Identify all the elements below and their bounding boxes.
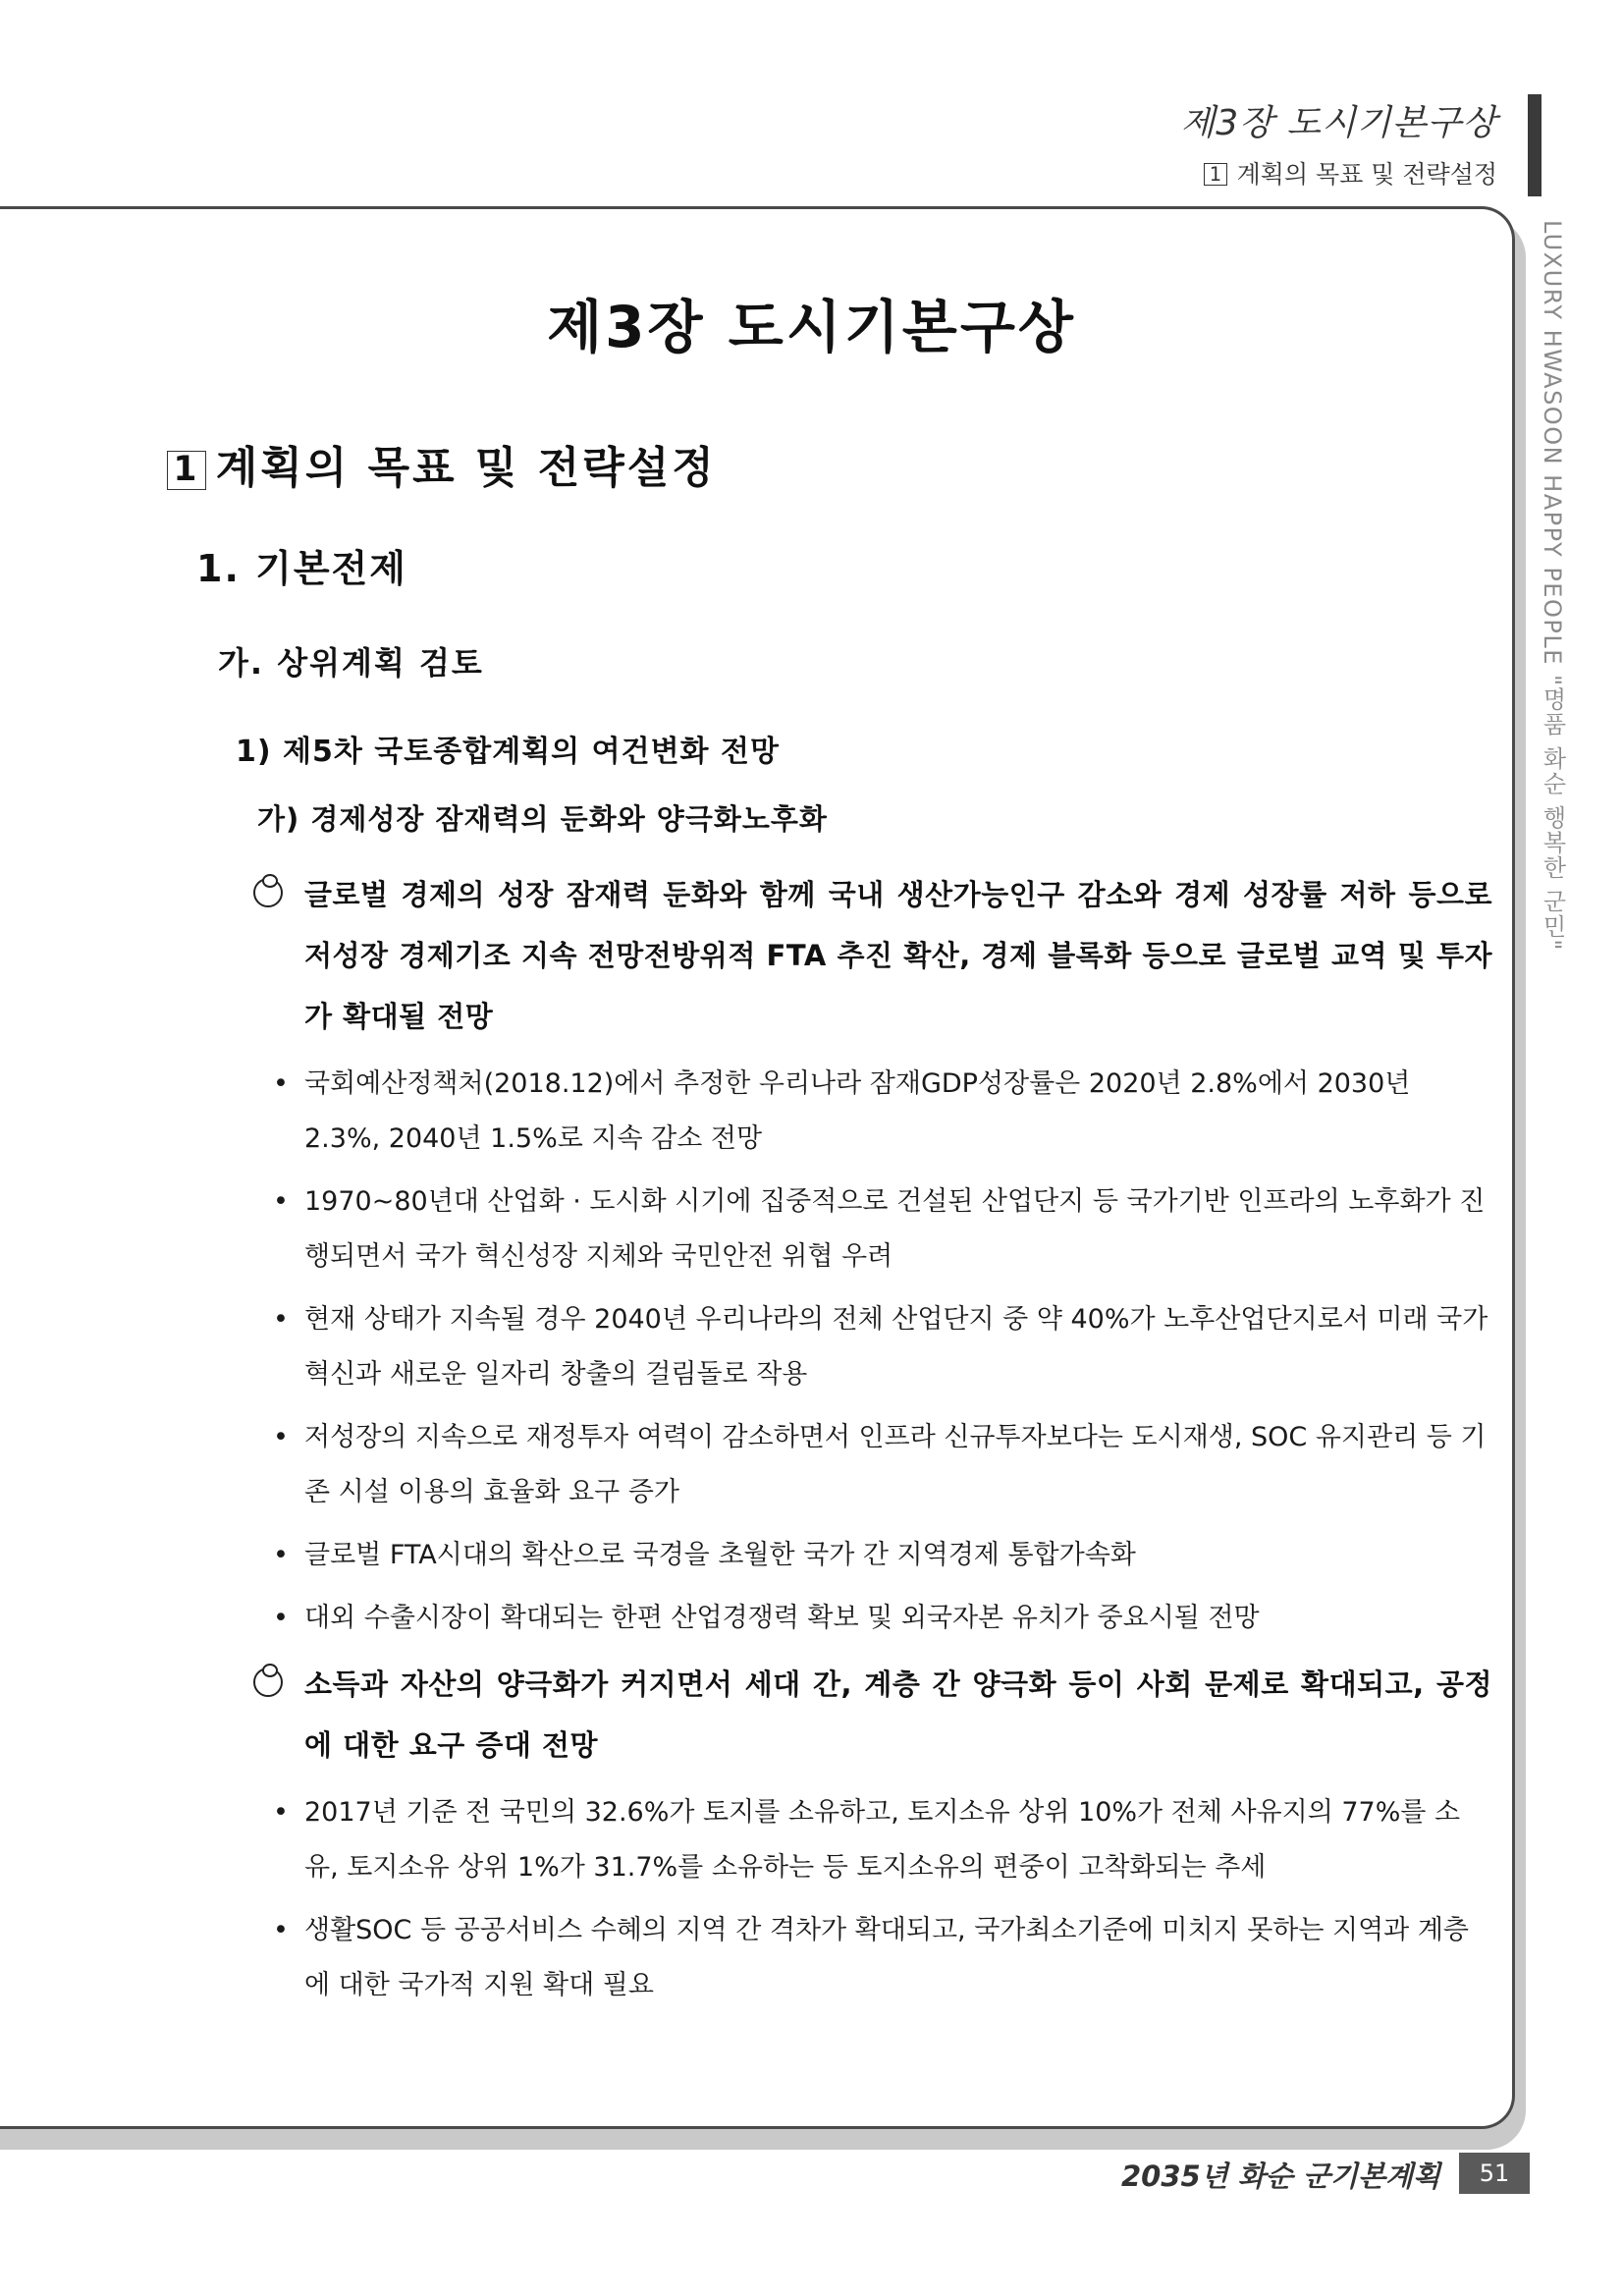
circle-marker-icon [253, 878, 283, 907]
bullet-list [253, 1057, 1492, 1646]
list-item: • 현재 상태가 지속될 경우 2040년 우리나라의 전체 산업단지 중 약 40%가 노후산업단지로서 미래 국가혁신과 새로운 일자리 창출의 걸림돌로 작용 [253, 1292, 1492, 1402]
key-point-text: 글로벌 경제의 성장 잠재력 둔화와 함께 국내 생산가능인구 감소와 경제 성장률 저하 등으로 저성장 경제기조 지속 전망전방위적 FTA 추진 확산, 경제 블록화 등으로 글로벌 교역 및 투자가 확대될 전망 [304, 878, 1492, 1033]
section-heading [167, 432, 717, 495]
key-point [253, 1654, 1492, 1776]
list-item: • 글로벌 FTA시대의 확산으로 국경을 초월한 국가 간 지역경제 통합가속화 [253, 1528, 1492, 1583]
section-number-box: 1 [1204, 163, 1226, 186]
running-header [1180, 102, 1497, 194]
page-number: 51 [1459, 2153, 1530, 2194]
section-number-box: 1 [167, 451, 206, 490]
running-header-chapter: 제3장 도시기본구상 [1180, 103, 1497, 143]
list-item: • 국회예산정책처(2018.12)에서 추정한 우리나라 잠재GDP성장률은 2020년 2.8%에서 2030년 2.3%, 2040년 1.5%로 지속 감소 전망 [253, 1057, 1492, 1167]
subitem-heading: 가) 경제성장 잠재력의 둔화와 양극화노후화 [257, 802, 828, 836]
side-slogan: LUXURY HWASOON HAPPY PEOPLE "명품 화순 행복한 군민" [1539, 220, 1566, 952]
footer-document-title: 2035년 화순 군기본계획 [1120, 2159, 1440, 2193]
section-heading-text: 계획의 목표 및 전략설정 [215, 443, 717, 493]
list-item: • 1970~80년대 산업화 · 도시화 시기에 집중적으로 건설된 산업단지 등 국가기반 인프라의 노후화가 진행되면서 국가 혁신성장 지체와 국민안전 위협 우려 [253, 1175, 1492, 1285]
content-body [253, 864, 1492, 2021]
key-point [253, 864, 1492, 1047]
header-accent-bar [1528, 94, 1542, 196]
list-item: • 저성장의 지속으로 재정투자 여력이 감소하면서 인프라 신규투자보다는 도시재생, SOC 유지관리 등 기존 시설 이용의 효율화 요구 증가 [253, 1410, 1492, 1520]
key-point-text: 소득과 자산의 양극화가 커지면서 세대 간, 계층 간 양극화 등이 사회 문제로 확대되고, 공정에 대한 요구 증대 전망 [304, 1667, 1492, 1762]
item-heading: 1) 제5차 국토종합계획의 여건변화 전망 [236, 735, 780, 769]
running-header-section [1180, 155, 1497, 194]
running-header-section-title: 계획의 목표 및 전략설정 [1236, 160, 1497, 189]
subsection-heading: 1. 기본전제 [196, 547, 407, 590]
list-item: • 대외 수출시장이 확대되는 한편 산업경쟁력 확보 및 외국자본 유치가 중요시될 전망 [253, 1591, 1492, 1646]
list-item: • 2017년 기준 전 국민의 32.6%가 토지를 소유하고, 토지소유 상위 10%가 전체 사유지의 77%를 소유, 토지소유 상위 1%가 31.7%를 소유하는 등 토지소유의 편중이 고착화되는 추세 [253, 1785, 1492, 1895]
subsubsection-heading: 가. 상위계획 검토 [218, 644, 484, 682]
list-item: • 생활SOC 등 공공서비스 수혜의 지역 간 격차가 확대되고, 국가최소기준에 미치지 못하는 지역과 계층에 대한 국가적 지원 확대 필요 [253, 1903, 1492, 2013]
page-title: 제3장 도시기본구상 [547, 294, 1076, 360]
bullet-list [253, 1785, 1492, 2013]
circle-marker-icon [253, 1667, 283, 1697]
